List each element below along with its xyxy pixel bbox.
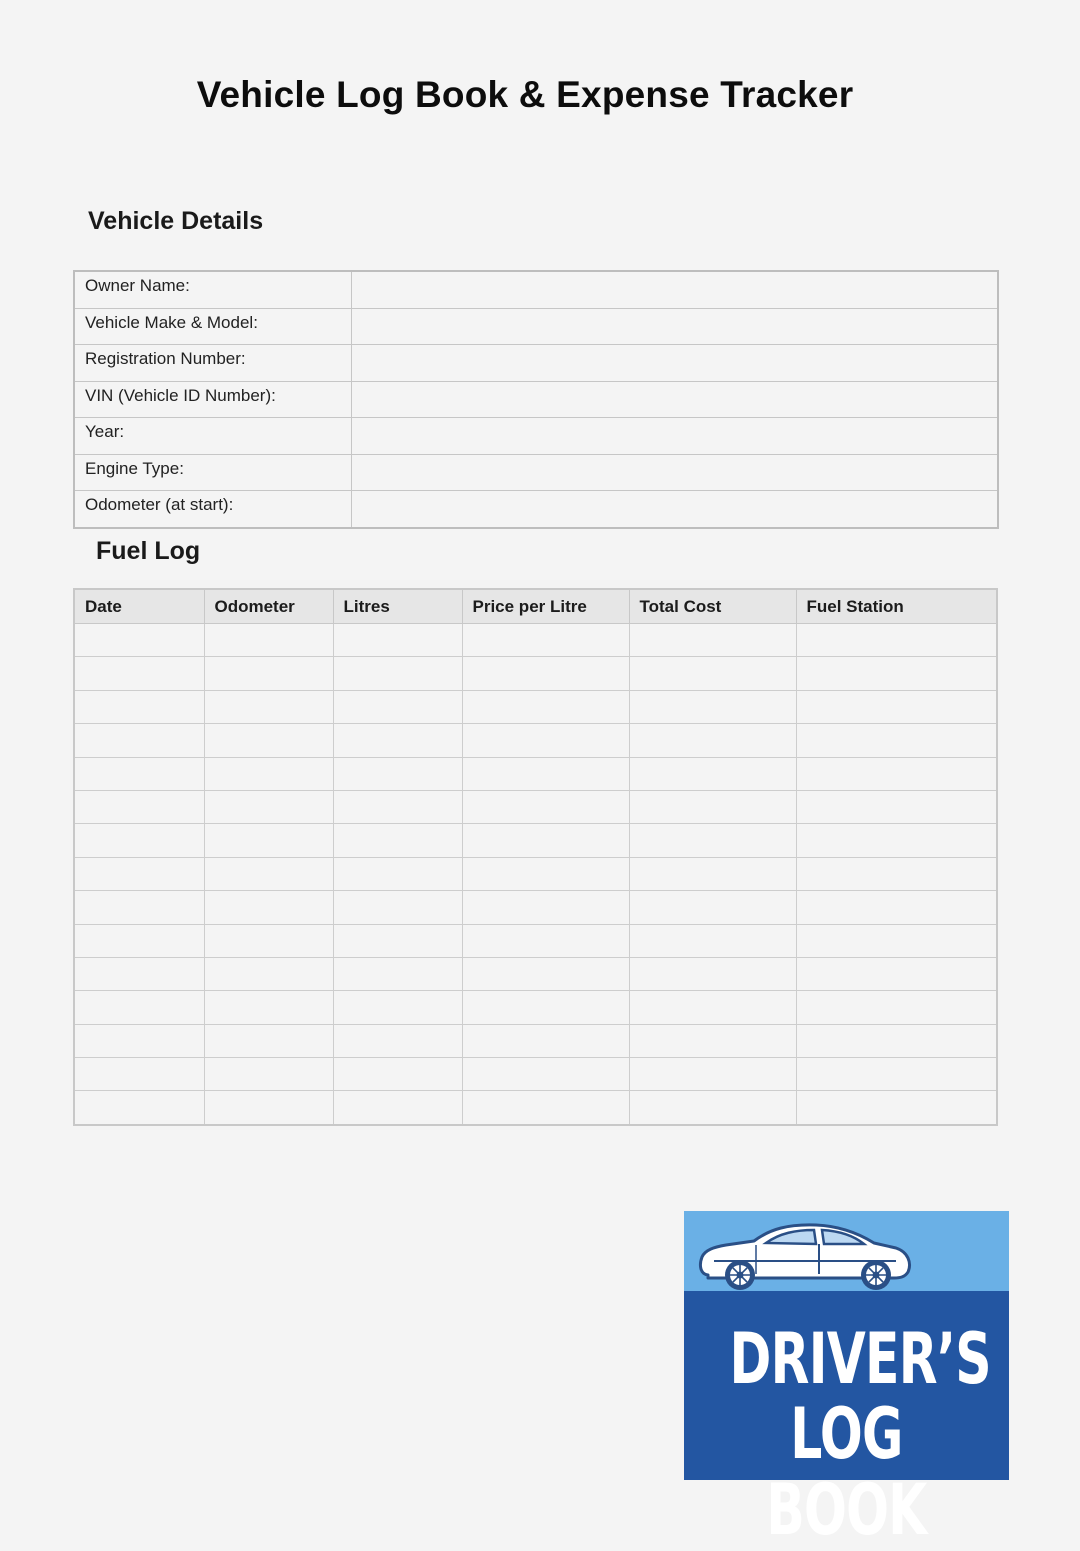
fuel-log-entry-cell[interactable] [74, 991, 204, 1024]
table-row [74, 924, 997, 957]
detail-row-year [74, 418, 998, 455]
fuel-log-header-row [74, 589, 997, 624]
detail-row-vin [74, 381, 998, 418]
fuel-log-entry-cell[interactable] [204, 1091, 333, 1125]
fuel-log-entry-cell[interactable] [796, 657, 997, 690]
fuel-log-entry-cell[interactable] [796, 857, 997, 890]
detail-row-engine-type [74, 454, 998, 491]
fuel-log-entry-cell[interactable] [204, 1024, 333, 1057]
fuel-log-entry-cell[interactable] [629, 1058, 796, 1091]
fuel-log-entry-cell[interactable] [333, 824, 462, 857]
detail-label: Engine Type: [74, 454, 351, 491]
page-title: Vehicle Log Book & Expense Tracker [196, 74, 854, 115]
detail-value-field[interactable] [351, 271, 998, 308]
fuel-log-entry-cell[interactable] [204, 1058, 333, 1091]
fuel-log-entry-cell[interactable] [74, 1058, 204, 1091]
fuel-log-entry-cell[interactable] [204, 724, 333, 757]
fuel-log-entry-cell[interactable] [462, 624, 629, 657]
car-icon [696, 1219, 911, 1299]
fuel-log-entry-cell[interactable] [629, 957, 796, 990]
detail-value-field[interactable] [351, 308, 998, 345]
fuel-log-entry-cell[interactable] [333, 1058, 462, 1091]
fuel-log-entry-cell[interactable] [629, 624, 796, 657]
detail-label: Year: [74, 418, 351, 455]
table-row [74, 1058, 997, 1091]
fuel-log-entry-cell[interactable] [74, 891, 204, 924]
detail-row-make-model [74, 308, 998, 345]
fuel-log-entry-cell[interactable] [462, 657, 629, 690]
fuel-log-entry-cell[interactable] [74, 1024, 204, 1057]
fuel-log-entry-cell[interactable] [333, 757, 462, 790]
detail-value-field[interactable] [351, 345, 998, 382]
fuel-log-entry-cell[interactable] [796, 790, 997, 823]
fuel-log-entry-cell[interactable] [204, 924, 333, 957]
detail-value-field[interactable] [351, 454, 998, 491]
fuel-log-entry-cell[interactable] [204, 957, 333, 990]
table-row [74, 690, 997, 723]
fuel-log-entry-cell[interactable] [629, 724, 796, 757]
fuel-log-entry-cell[interactable] [74, 1091, 204, 1125]
fuel-log-entry-cell[interactable] [796, 924, 997, 957]
fuel-log-entry-cell[interactable] [462, 957, 629, 990]
table-row [74, 957, 997, 990]
fuel-log-entry-cell[interactable] [333, 624, 462, 657]
fuel-log-entry-cell[interactable] [204, 790, 333, 823]
detail-label: Odometer (at start): [74, 491, 351, 528]
fuel-log-entry-cell[interactable] [462, 991, 629, 1024]
fuel-log-entry-cell[interactable] [462, 790, 629, 823]
fuel-log-entry-cell[interactable] [74, 624, 204, 657]
fuel-log-table [73, 588, 998, 1126]
fuel-log-entry-cell[interactable] [204, 824, 333, 857]
fuel-log-entry-cell[interactable] [796, 1091, 997, 1125]
fuel-log-entry-cell[interactable] [204, 857, 333, 890]
detail-value-field[interactable] [351, 418, 998, 455]
detail-row-owner-name [74, 271, 998, 308]
fuel-log-entry-cell[interactable] [462, 1058, 629, 1091]
fuel-log-entry-cell[interactable] [204, 757, 333, 790]
fuel-log-entry-cell[interactable] [333, 1024, 462, 1057]
fuel-log-entry-cell[interactable] [462, 1091, 629, 1125]
fuel-log-entry-cell[interactable] [462, 857, 629, 890]
table-row [74, 790, 997, 823]
fuel-log-entry-cell[interactable] [629, 891, 796, 924]
fuel-log-entry-cell[interactable] [629, 790, 796, 823]
fuel-log-entry-cell[interactable] [74, 690, 204, 723]
table-row [74, 991, 997, 1024]
table-row [74, 1091, 997, 1125]
fuel-log-entry-cell[interactable] [629, 857, 796, 890]
fuel-log-entry-cell[interactable] [333, 790, 462, 823]
column-header-fuel-station: Fuel Station [796, 589, 997, 624]
fuel-log-entry-cell[interactable] [462, 724, 629, 757]
table-row [74, 757, 997, 790]
fuel-log-entry-cell[interactable] [74, 857, 204, 890]
column-header-price-per-litre: Price per Litre [462, 589, 629, 624]
column-header-litres: Litres [333, 589, 462, 624]
fuel-log-entry-cell[interactable] [796, 824, 997, 857]
column-header-total-cost: Total Cost [629, 589, 796, 624]
detail-label: Owner Name: [74, 271, 351, 308]
fuel-log-entry-cell[interactable] [204, 690, 333, 723]
fuel-log-entry-cell[interactable] [796, 1058, 997, 1091]
fuel-log-entry-cell[interactable] [629, 824, 796, 857]
fuel-log-entry-cell[interactable] [796, 991, 997, 1024]
fuel-log-entry-cell[interactable] [629, 657, 796, 690]
fuel-log-entry-cell[interactable] [629, 1024, 796, 1057]
fuel-log-entry-cell[interactable] [629, 991, 796, 1024]
fuel-log-entry-cell[interactable] [462, 924, 629, 957]
detail-value-field[interactable] [351, 491, 998, 528]
fuel-log-entry-cell[interactable] [74, 824, 204, 857]
detail-row-registration [74, 345, 998, 382]
fuel-log-entry-cell[interactable] [333, 891, 462, 924]
fuel-log-entry-cell[interactable] [796, 624, 997, 657]
fuel-log-entry-cell[interactable] [74, 724, 204, 757]
column-header-odometer: Odometer [204, 589, 333, 624]
fuel-log-entry-cell[interactable] [796, 690, 997, 723]
fuel-log-entry-cell[interactable] [333, 690, 462, 723]
fuel-log-entry-cell[interactable] [629, 924, 796, 957]
table-row [74, 724, 997, 757]
fuel-log-entry-cell[interactable] [629, 757, 796, 790]
detail-label: Registration Number: [74, 345, 351, 382]
fuel-log-entry-cell[interactable] [333, 724, 462, 757]
fuel-log-body [74, 624, 997, 1125]
fuel-log-entry-cell[interactable] [629, 1091, 796, 1125]
table-row [74, 891, 997, 924]
detail-label: VIN (Vehicle ID Number): [74, 381, 351, 418]
drivers-log-book-logo [684, 1211, 1009, 1551]
table-row [74, 624, 997, 657]
fuel-log-entry-cell[interactable] [333, 657, 462, 690]
vehicle-details-table [73, 270, 999, 529]
fuel-log-entry-cell[interactable] [74, 790, 204, 823]
fuel-log-entry-cell[interactable] [204, 624, 333, 657]
fuel-log-entry-cell[interactable] [462, 824, 629, 857]
fuel-log-entry-cell[interactable] [796, 1024, 997, 1057]
detail-label: Vehicle Make & Model: [74, 308, 351, 345]
fuel-log-entry-cell[interactable] [333, 957, 462, 990]
fuel-log-entry-cell[interactable] [333, 857, 462, 890]
fuel-log-entry-cell[interactable] [462, 891, 629, 924]
fuel-log-entry-cell[interactable] [629, 690, 796, 723]
fuel-log-entry-cell[interactable] [204, 657, 333, 690]
fuel-log-entry-cell[interactable] [204, 991, 333, 1024]
fuel-log-entry-cell[interactable] [796, 891, 997, 924]
fuel-log-entry-cell[interactable] [462, 690, 629, 723]
fuel-log-entry-cell[interactable] [74, 924, 204, 957]
fuel-log-entry-cell[interactable] [462, 1024, 629, 1057]
fuel-log-entry-cell[interactable] [74, 757, 204, 790]
fuel-log-entry-cell[interactable] [462, 757, 629, 790]
detail-row-odometer-start [74, 491, 998, 528]
fuel-log-entry-cell[interactable] [333, 991, 462, 1024]
table-row [74, 1024, 997, 1057]
fuel-log-entry-cell[interactable] [796, 724, 997, 757]
detail-value-field[interactable] [351, 381, 998, 418]
fuel-log-entry-cell[interactable] [204, 891, 333, 924]
fuel-log-heading: Fuel Log [96, 537, 201, 565]
vehicle-details-heading: Vehicle Details [88, 207, 264, 235]
table-row [74, 824, 997, 857]
fuel-log-entry-cell[interactable] [74, 657, 204, 690]
table-row [74, 857, 997, 890]
logo-title-line-2: LOG BOOK [766, 1393, 927, 1551]
fuel-log-entry-cell[interactable] [333, 1091, 462, 1125]
column-header-date: Date [74, 589, 204, 624]
fuel-log-entry-cell[interactable] [74, 957, 204, 990]
fuel-log-entry-cell[interactable] [333, 924, 462, 957]
logo-title-line-1: DRIVER’S [729, 1318, 991, 1400]
fuel-log-entry-cell[interactable] [796, 957, 997, 990]
fuel-log-entry-cell[interactable] [796, 757, 997, 790]
table-row [74, 657, 997, 690]
